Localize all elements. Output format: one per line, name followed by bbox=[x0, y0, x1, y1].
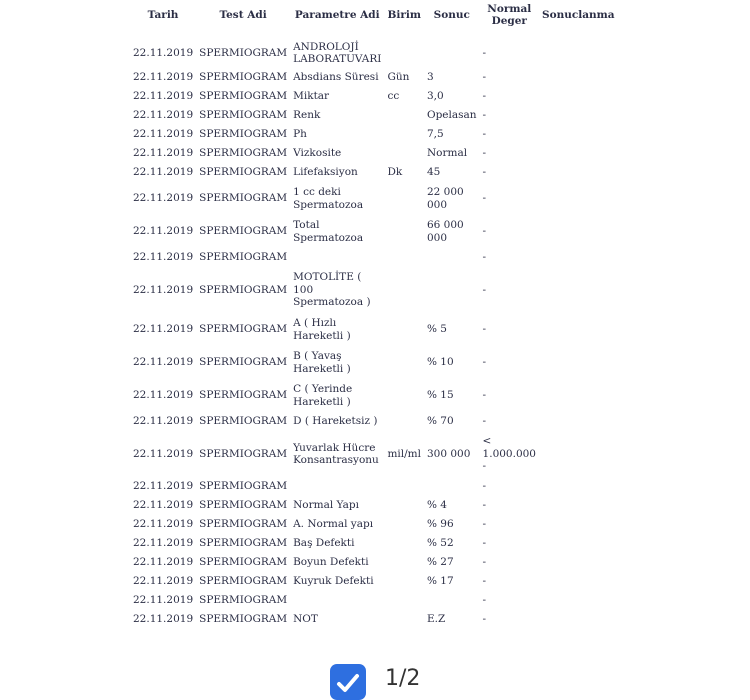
table-row bbox=[130, 477, 618, 496]
row-test: SPERMIOGRAM bbox=[199, 613, 288, 626]
header-param: Parametre Adi bbox=[294, 9, 380, 21]
row-date: 22.11.2019 bbox=[133, 323, 194, 336]
row-unit bbox=[384, 379, 424, 412]
row-date: 22.11.2019 bbox=[133, 518, 194, 531]
row-date: 22.11.2019 bbox=[133, 109, 194, 122]
table-body bbox=[130, 38, 618, 629]
row-test: SPERMIOGRAM bbox=[199, 556, 288, 569]
row-outcome bbox=[539, 553, 618, 572]
row-test: SPERMIOGRAM bbox=[199, 71, 288, 84]
row-outcome bbox=[539, 163, 618, 182]
row-result bbox=[424, 477, 480, 496]
row-outcome bbox=[539, 144, 618, 163]
row-outcome bbox=[539, 610, 618, 629]
row-date: 22.11.2019 bbox=[133, 71, 194, 84]
row-unit bbox=[384, 267, 424, 313]
row-normal: - bbox=[482, 594, 487, 607]
header-unit: Birim bbox=[387, 9, 421, 21]
row-test: SPERMIOGRAM bbox=[199, 251, 288, 264]
row-param: Boyun Defekti bbox=[293, 556, 369, 569]
row-result: 45 bbox=[426, 166, 441, 179]
row-date: 22.11.2019 bbox=[133, 613, 194, 626]
row-outcome bbox=[539, 182, 618, 215]
table-row bbox=[130, 313, 618, 346]
row-unit: Gün bbox=[387, 71, 410, 84]
results-table bbox=[130, 0, 618, 629]
row-unit bbox=[384, 534, 424, 553]
row-outcome bbox=[539, 346, 618, 379]
lab-report-document bbox=[130, 0, 615, 629]
row-param: Vizkosite bbox=[293, 147, 342, 160]
row-normal: - bbox=[482, 556, 487, 569]
row-result: 300 000 bbox=[426, 447, 471, 460]
table-row bbox=[130, 182, 618, 215]
table-row bbox=[130, 591, 618, 610]
row-unit bbox=[384, 125, 424, 144]
row-date: 22.11.2019 bbox=[133, 192, 194, 205]
row-unit bbox=[384, 477, 424, 496]
row-date: 22.11.2019 bbox=[133, 225, 194, 238]
row-normal: - bbox=[482, 46, 487, 59]
row-outcome bbox=[539, 125, 618, 144]
table-row bbox=[130, 610, 618, 629]
row-param: B ( Yavaş Hareketli ) bbox=[293, 350, 351, 375]
row-result: E.Z bbox=[426, 613, 446, 626]
row-normal: - bbox=[482, 480, 487, 493]
table-row bbox=[130, 572, 618, 591]
row-outcome bbox=[539, 572, 618, 591]
row-normal: - bbox=[482, 225, 487, 238]
row-param: A ( Hızlı Hareketli ) bbox=[293, 317, 351, 342]
row-param: D ( Hareketsiz ) bbox=[293, 415, 378, 428]
row-outcome bbox=[539, 477, 618, 496]
row-date: 22.11.2019 bbox=[133, 556, 194, 569]
row-param: C ( Yerinde Hareketli ) bbox=[293, 383, 353, 408]
row-unit bbox=[384, 412, 424, 431]
row-unit bbox=[384, 106, 424, 125]
row-normal: - bbox=[482, 251, 487, 264]
row-date: 22.11.2019 bbox=[133, 356, 194, 369]
row-unit bbox=[384, 496, 424, 515]
row-outcome bbox=[539, 515, 618, 534]
table-row bbox=[130, 515, 618, 534]
row-param: 1 cc deki Spermatozoa bbox=[293, 186, 364, 211]
row-outcome bbox=[539, 38, 618, 68]
row-normal: - bbox=[482, 192, 487, 205]
row-result: % 70 bbox=[426, 415, 454, 428]
row-test: SPERMIOGRAM bbox=[199, 90, 288, 103]
table-row bbox=[130, 215, 618, 248]
page-indicator: 1/2 bbox=[385, 666, 421, 691]
table-row bbox=[130, 144, 618, 163]
row-outcome bbox=[539, 412, 618, 431]
row-test: SPERMIOGRAM bbox=[199, 192, 288, 205]
row-test: SPERMIOGRAM bbox=[199, 109, 288, 122]
row-date: 22.11.2019 bbox=[133, 166, 194, 179]
row-result: 22 000 000 bbox=[426, 186, 464, 211]
row-date: 22.11.2019 bbox=[133, 46, 194, 59]
row-outcome bbox=[539, 534, 618, 553]
row-date: 22.11.2019 bbox=[133, 251, 194, 264]
row-normal: - bbox=[482, 537, 487, 550]
row-outcome bbox=[539, 215, 618, 248]
check-icon[interactable] bbox=[330, 664, 366, 700]
row-param: A. Normal yapı bbox=[293, 518, 374, 531]
row-unit bbox=[384, 182, 424, 215]
row-normal: - bbox=[482, 90, 487, 103]
row-result bbox=[424, 38, 480, 68]
row-test: SPERMIOGRAM bbox=[199, 594, 288, 607]
row-result: 3 bbox=[426, 71, 434, 84]
row-test: SPERMIOGRAM bbox=[199, 537, 288, 550]
row-result: % 15 bbox=[426, 389, 454, 402]
row-unit: mil/ml bbox=[387, 447, 421, 460]
row-test: SPERMIOGRAM bbox=[199, 415, 288, 428]
row-unit: cc bbox=[387, 90, 400, 103]
row-outcome bbox=[539, 313, 618, 346]
row-outcome bbox=[539, 496, 618, 515]
row-date: 22.11.2019 bbox=[133, 575, 194, 588]
row-outcome bbox=[539, 68, 618, 87]
row-unit bbox=[384, 553, 424, 572]
row-param bbox=[290, 591, 384, 610]
header-normal: Normal Deger bbox=[487, 3, 532, 27]
row-normal: - bbox=[482, 166, 487, 179]
table-row bbox=[130, 163, 618, 182]
table-row bbox=[130, 534, 618, 553]
row-outcome bbox=[539, 248, 618, 267]
row-param: Ph bbox=[293, 128, 307, 141]
row-date: 22.11.2019 bbox=[133, 283, 194, 296]
row-test: SPERMIOGRAM bbox=[199, 46, 288, 59]
row-test: SPERMIOGRAM bbox=[199, 575, 288, 588]
row-param: Miktar bbox=[293, 90, 330, 103]
row-unit bbox=[384, 144, 424, 163]
row-date: 22.11.2019 bbox=[133, 499, 194, 512]
row-unit bbox=[384, 313, 424, 346]
row-unit bbox=[384, 215, 424, 248]
row-unit: Dk bbox=[387, 166, 403, 179]
row-result: % 5 bbox=[426, 323, 447, 336]
header-date: Tarih bbox=[147, 9, 179, 21]
header-result: Sonuc bbox=[433, 9, 470, 21]
row-result: Opelasan bbox=[426, 109, 477, 122]
row-result: Normal bbox=[426, 147, 468, 160]
row-normal: - bbox=[482, 283, 487, 296]
row-date: 22.11.2019 bbox=[133, 147, 194, 160]
row-test: SPERMIOGRAM bbox=[199, 128, 288, 141]
row-test: SPERMIOGRAM bbox=[199, 480, 288, 493]
row-normal: - bbox=[482, 128, 487, 141]
row-date: 22.11.2019 bbox=[133, 447, 194, 460]
row-date: 22.11.2019 bbox=[133, 415, 194, 428]
header-outcome: Sonuclanma bbox=[541, 9, 615, 21]
table-row bbox=[130, 125, 618, 144]
table-row bbox=[130, 267, 618, 313]
row-test: SPERMIOGRAM bbox=[199, 166, 288, 179]
row-normal: - bbox=[482, 499, 487, 512]
row-unit bbox=[384, 591, 424, 610]
row-outcome bbox=[539, 106, 618, 125]
row-date: 22.11.2019 bbox=[133, 389, 194, 402]
row-outcome bbox=[539, 379, 618, 412]
row-unit bbox=[384, 515, 424, 534]
row-result: 3,0 bbox=[426, 90, 444, 103]
row-param: Lifefaksiyon bbox=[293, 166, 358, 179]
row-outcome bbox=[539, 431, 618, 477]
row-param: Renk bbox=[293, 109, 321, 122]
pdf-footer bbox=[330, 664, 450, 694]
row-normal: < 1.000.000 - bbox=[482, 435, 536, 473]
row-normal: - bbox=[482, 518, 487, 531]
row-param: NOT bbox=[293, 613, 318, 626]
row-normal: - bbox=[482, 323, 487, 336]
row-param: Normal Yapı bbox=[293, 499, 359, 512]
row-result: % 96 bbox=[426, 518, 454, 531]
row-param: MOTOLİTE ( 100 Spermatozoa ) bbox=[293, 271, 371, 309]
table-row bbox=[130, 106, 618, 125]
row-result: % 10 bbox=[426, 356, 454, 369]
row-param: Total Spermatozoa bbox=[293, 219, 364, 244]
table-header-row bbox=[130, 0, 618, 30]
row-unit bbox=[384, 572, 424, 591]
table-row bbox=[130, 496, 618, 515]
row-result: % 4 bbox=[426, 499, 447, 512]
row-result: 7,5 bbox=[426, 128, 444, 141]
row-test: SPERMIOGRAM bbox=[199, 283, 288, 296]
row-unit bbox=[384, 610, 424, 629]
row-test: SPERMIOGRAM bbox=[199, 499, 288, 512]
row-normal: - bbox=[482, 109, 487, 122]
row-test: SPERMIOGRAM bbox=[199, 389, 288, 402]
row-result bbox=[424, 248, 480, 267]
row-normal: - bbox=[482, 71, 487, 84]
row-param: Kuyruk Defekti bbox=[293, 575, 374, 588]
row-normal: - bbox=[482, 356, 487, 369]
row-param bbox=[290, 477, 384, 496]
table-row bbox=[130, 346, 618, 379]
row-date: 22.11.2019 bbox=[133, 537, 194, 550]
row-normal: - bbox=[482, 575, 487, 588]
row-test: SPERMIOGRAM bbox=[199, 356, 288, 369]
row-date: 22.11.2019 bbox=[133, 594, 194, 607]
row-outcome bbox=[539, 267, 618, 313]
row-date: 22.11.2019 bbox=[133, 480, 194, 493]
table-row bbox=[130, 379, 618, 412]
row-result: % 52 bbox=[426, 537, 454, 550]
row-test: SPERMIOGRAM bbox=[199, 518, 288, 531]
row-unit bbox=[384, 38, 424, 68]
row-test: SPERMIOGRAM bbox=[199, 323, 288, 336]
row-result bbox=[424, 267, 480, 313]
row-result bbox=[424, 591, 480, 610]
row-test: SPERMIOGRAM bbox=[199, 225, 288, 238]
row-outcome bbox=[539, 87, 618, 106]
row-param: Absdians Süresi bbox=[293, 71, 379, 84]
table-row bbox=[130, 87, 618, 106]
table-row bbox=[130, 248, 618, 267]
row-unit bbox=[384, 346, 424, 379]
header-test: Test Adi bbox=[219, 9, 267, 21]
row-outcome bbox=[539, 591, 618, 610]
row-date: 22.11.2019 bbox=[133, 90, 194, 103]
row-test: SPERMIOGRAM bbox=[199, 147, 288, 160]
row-param: ANDROLOJİ LABORATUVARI bbox=[293, 40, 382, 65]
row-normal: - bbox=[482, 613, 487, 626]
table-row bbox=[130, 431, 618, 477]
row-result: % 27 bbox=[426, 556, 454, 569]
table-row bbox=[130, 68, 618, 87]
row-param bbox=[290, 248, 384, 267]
row-test: SPERMIOGRAM bbox=[199, 447, 288, 460]
row-date: 22.11.2019 bbox=[133, 128, 194, 141]
row-param: Yuvarlak Hücre Konsantrasyonu bbox=[293, 441, 379, 466]
table-row bbox=[130, 38, 618, 68]
table-row bbox=[130, 412, 618, 431]
table-row bbox=[130, 553, 618, 572]
row-result: 66 000 000 bbox=[426, 219, 464, 244]
row-unit bbox=[384, 248, 424, 267]
row-param: Baş Defekti bbox=[293, 537, 355, 550]
row-result: % 17 bbox=[426, 575, 454, 588]
row-normal: - bbox=[482, 415, 487, 428]
row-normal: - bbox=[482, 147, 487, 160]
row-normal: - bbox=[482, 389, 487, 402]
